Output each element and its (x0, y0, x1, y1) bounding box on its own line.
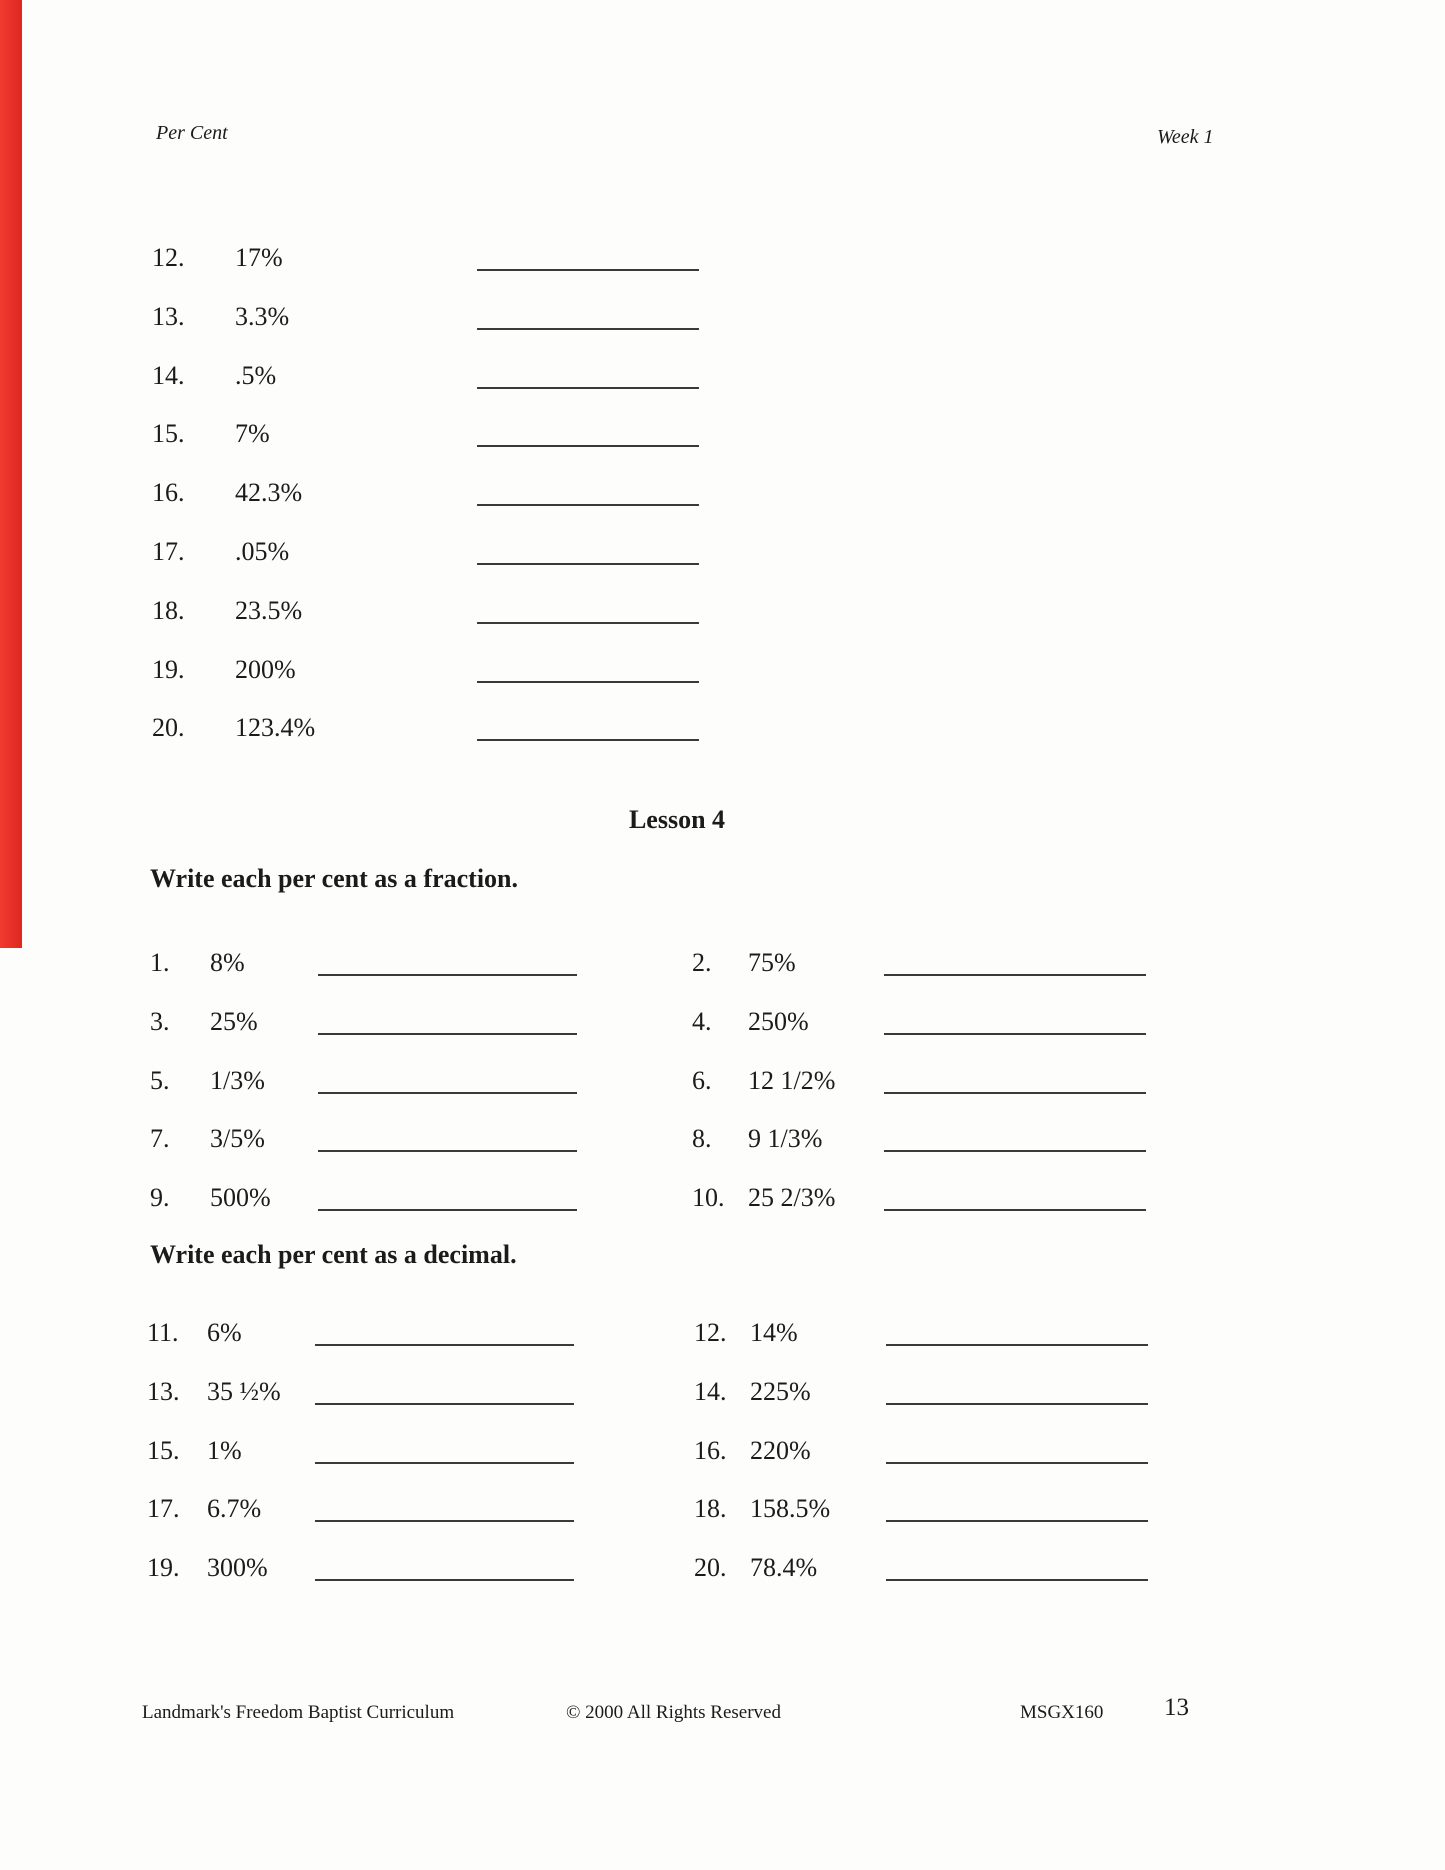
answer-blank-line (477, 243, 699, 271)
answer-blank-line (886, 1494, 1148, 1522)
answer-blank-line (884, 1007, 1146, 1035)
item-number: 14. (694, 1376, 727, 1406)
answer-blank-line (477, 302, 699, 330)
item-value: 9 1/3% (748, 1124, 823, 1154)
item-value: 3.3% (235, 301, 290, 331)
item-value: 300% (207, 1553, 268, 1583)
item-value: 1% (207, 1435, 242, 1465)
answer-blank-line (315, 1318, 574, 1346)
answer-blank-line (884, 1183, 1146, 1211)
answer-blank-line (886, 1318, 1148, 1346)
item-value: 78.4% (750, 1553, 818, 1583)
item-value: 1/3% (210, 1065, 265, 1095)
item-number: 17. (152, 536, 185, 566)
item-value: 75% (748, 948, 796, 977)
footer-curriculum-name: Landmark's Freedom Baptist Curriculum (142, 1702, 455, 1723)
fraction-section-heading: Write each per cent as a fraction. (150, 864, 518, 893)
item-number: 15. (147, 1435, 180, 1465)
item-value: .5% (235, 360, 277, 390)
answer-blank-line (884, 948, 1146, 976)
item-value: 42.3% (235, 478, 303, 508)
item-number: 12. (152, 243, 185, 272)
item-number: 19. (147, 1553, 180, 1583)
item-value: 14% (750, 1318, 798, 1347)
answer-blank-line (477, 419, 699, 447)
footer-copyright: © 2000 All Rights Reserved (566, 1702, 781, 1723)
item-value: 6% (207, 1318, 242, 1347)
item-number: 13. (147, 1376, 180, 1406)
answer-blank-line (318, 1007, 577, 1035)
item-number: 18. (694, 1494, 727, 1524)
item-value: 250% (748, 1006, 809, 1036)
item-number: 16. (694, 1435, 727, 1465)
footer-page-number: 13 (1164, 1694, 1189, 1721)
item-number: 14. (152, 360, 185, 390)
item-value: 7% (235, 419, 270, 449)
answer-blank-line (886, 1377, 1148, 1405)
item-number: 18. (152, 595, 185, 625)
answer-blank-line (315, 1377, 574, 1405)
item-value: 23.5% (235, 595, 303, 625)
item-number: 13. (152, 301, 185, 331)
item-value: 12 1/2% (748, 1065, 836, 1095)
answer-blank-line (477, 478, 699, 506)
item-value: .05% (235, 536, 290, 566)
item-number: 5. (150, 1065, 170, 1095)
item-value: 35 ½% (207, 1376, 281, 1406)
item-number: 11. (147, 1318, 179, 1347)
item-number: 8. (692, 1124, 712, 1154)
answer-blank-line (477, 361, 699, 389)
item-number: 1. (150, 948, 170, 977)
item-number: 7. (150, 1124, 170, 1154)
item-value: 25% (210, 1006, 258, 1036)
item-number: 6. (692, 1065, 712, 1095)
item-number: 20. (152, 713, 185, 743)
lesson-title: Lesson 4 (628, 805, 726, 834)
page-header-week: Week 1 (1157, 126, 1214, 148)
answer-blank-line (318, 1124, 577, 1152)
item-number: 20. (694, 1553, 727, 1583)
item-value: 500% (210, 1183, 271, 1213)
item-value: 200% (235, 654, 296, 684)
answer-blank-line (477, 655, 699, 683)
decimal-section-heading: Write each per cent as a decimal. (150, 1240, 517, 1269)
item-number: 10. (692, 1183, 725, 1213)
item-number: 9. (150, 1183, 170, 1213)
answer-blank-line (886, 1553, 1148, 1581)
item-value: 3/5% (210, 1124, 265, 1154)
item-number: 3. (150, 1006, 170, 1036)
item-value: 158.5% (750, 1494, 831, 1524)
item-value: 25 2/3% (748, 1183, 836, 1213)
item-value: 225% (750, 1376, 811, 1406)
item-number: 12. (694, 1318, 727, 1347)
footer-product-code: MSGX160 (1020, 1702, 1104, 1723)
answer-blank-line (315, 1436, 574, 1464)
item-value: 17% (235, 243, 283, 272)
item-number: 17. (147, 1494, 180, 1524)
answer-blank-line (315, 1494, 574, 1522)
answer-blank-line (884, 1066, 1146, 1094)
item-number: 15. (152, 419, 185, 449)
item-number: 16. (152, 478, 185, 508)
answer-blank-line (477, 537, 699, 565)
item-number: 2. (692, 948, 712, 977)
answer-blank-line (884, 1124, 1146, 1152)
answer-blank-line (318, 948, 577, 976)
page-header-subject: Per Cent (156, 122, 228, 144)
item-value: 123.4% (235, 713, 316, 743)
item-value: 6.7% (207, 1494, 262, 1524)
answer-blank-line (886, 1436, 1148, 1464)
answer-blank-line (477, 713, 699, 741)
item-value: 220% (750, 1435, 811, 1465)
item-number: 4. (692, 1006, 712, 1036)
item-number: 19. (152, 654, 185, 684)
item-value: 8% (210, 948, 245, 977)
scan-edge-red-stripe (0, 0, 22, 948)
answer-blank-line (318, 1183, 577, 1211)
answer-blank-line (315, 1553, 574, 1581)
answer-blank-line (477, 596, 699, 624)
answer-blank-line (318, 1066, 577, 1094)
